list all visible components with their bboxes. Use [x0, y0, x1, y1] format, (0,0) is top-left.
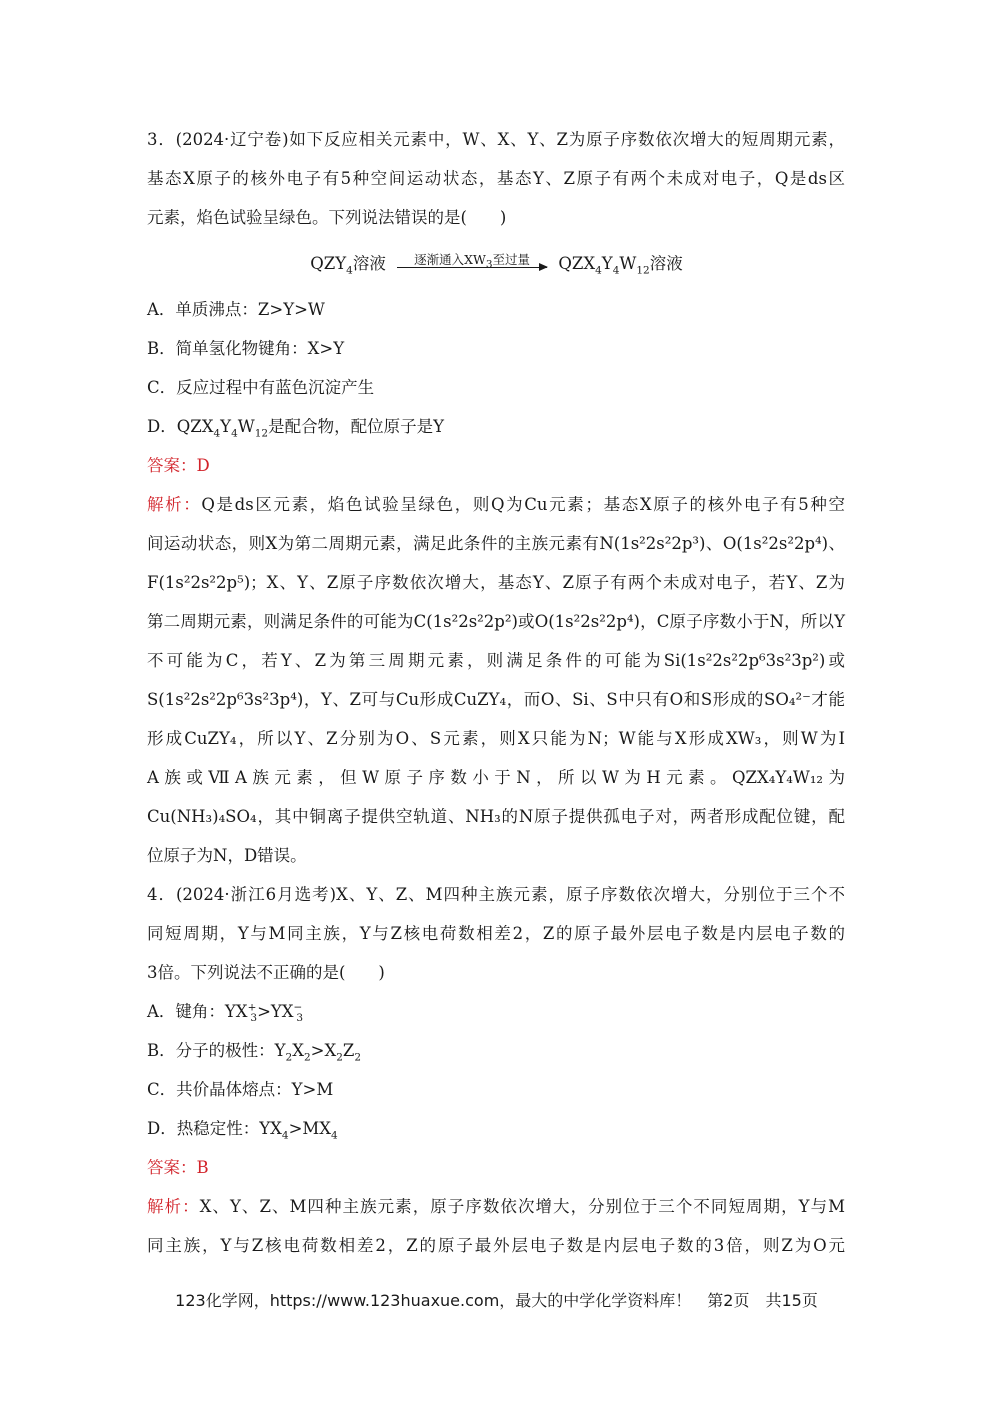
q3-analysis-line-1: 解析：Q是ds区元素，焰色试验呈绿色，则Q为Cu元素；基态X原子的核外电子有5种空 [147, 495, 845, 514]
q4-analysis-line-1: 解析：X、Y、Z、M四种主族元素，原子序数依次增大，分别位于三个不同短周期，Y与M [147, 1197, 846, 1216]
q3-analysis-line-4: 第二周期元素，则满足条件的可能为C(1s²2s²2p²)或O(1s²2s²2p⁴)，C原子序数小于N，所以Y [147, 612, 845, 631]
q4-option-a: A．键角：$YX^+_3>YX^-_3$ [147, 1001, 304, 1025]
reaction-arrow-icon [397, 252, 547, 272]
q3-analysis-line-9: Cu(NH₃)₄SO₄，其中铜离子提供空轨道、NH₃的N原子提供孤电子对，两者形成配位键，配 [147, 807, 845, 826]
q4-option-b: B．分子的极性：$Y_2X_2>X_2Z_2$ [147, 1041, 362, 1064]
q3-analysis-line-6: S(1s²2s²2p⁶3s²3p⁴)，Y、Z可与Cu形成CuZY₄，而O、Si、S中只有O和S形成的SO₄²⁻才能 [147, 690, 845, 709]
analysis-label: 解析： [147, 495, 202, 514]
q4-option-c: C．共价晶体熔点：Y>M [147, 1080, 334, 1099]
q4-stem-line-2: 同短周期，Y与M同主族，Y与Z核电荷数相差2，Z的原子最外层电子数是内层电子数的 [147, 924, 845, 943]
eq-reactant: $QZY_4$溶液 [310, 254, 386, 277]
q4-stem-line-1: 4．(2024·浙江6月选考)X、Y、Z、M四种主族元素，原子序数依次增大，分别位于三个不 [147, 885, 845, 904]
q3-answer [147, 454, 210, 478]
q4-stem-line-3: 3倍。下列说法不正确的是( ) [147, 963, 385, 982]
eq-product: $QZX_4Y_4W_{12}$溶液 [558, 254, 683, 277]
q3-stem-line-2: 基态X原子的核外电子有5种空间运动状态，基态Y、Z原子有两个未成对电子，Q是ds区 [147, 169, 845, 188]
q4-answer [147, 1156, 209, 1180]
q3-option-a: A．单质沸点：Z>Y>W [147, 300, 325, 319]
q3-option-b: B．简单氢化物键角：X>Y [147, 339, 345, 358]
q3-reaction-equation [0, 252, 993, 276]
q3-analysis-line-8: A族或ⅦA族元素，但W原子序数小于N，所以W为H元素。QZX₄Y₄W₁₂为 [147, 768, 845, 787]
eq-condition: 逐渐通入$XW_3$至过量 [414, 252, 531, 271]
q3-analysis-line-2: 间运动状态，则X为第二周期元素，满足此条件的主族元素有N(1s²2s²2p³)、O(1s²2s²2p⁴)、 [147, 534, 845, 553]
q3-analysis-line-5: 不可能为C，若Y、Z为第三周期元素，则满足条件的可能为Si(1s²2s²2p⁶3s²3p²)或 [147, 651, 845, 670]
q3-option-d: D．$QZX_4Y_4W_{12}$是配合物，配位原子是Y [147, 417, 444, 440]
q3-stem-line-3: 元素，焰色试验呈绿色。下列说法错误的是( ) [147, 208, 507, 227]
q3-analysis-line-10: 位原子为N，D错误。 [147, 846, 307, 865]
answer-value: D [196, 456, 210, 475]
analysis-label: 解析： [147, 1197, 200, 1216]
q3-analysis-line-7: 形成CuZY₄，所以Y、Z分别为O、S元素，则X只能为N；W能与X形成XW₃，则W为Ⅰ [147, 729, 845, 748]
q3-option-c: C．反应过程中有蓝色沉淀产生 [147, 378, 375, 397]
q4-analysis-line-2: 同主族，Y与Z核电荷数相差2，Z的原子最外层电子数是内层电子数的3倍，则Z为O元 [147, 1236, 845, 1255]
answer-label: 答案： [147, 1158, 197, 1177]
q4-option-d: D．热稳定性：$YX_4>MX_4$ [147, 1119, 338, 1142]
q3-analysis-line-3: F(1s²2s²2p⁵)；X、Y、Z原子序数依次增大，基态Y、Z原子有两个未成对电子，若Y、Z为 [147, 573, 845, 592]
answer-label: 答案： [147, 456, 197, 475]
page-footer: 123化学网，https://www.123huaxue.com，最大的中学化学资料库！ 第2页 共15页 [175, 1291, 818, 1310]
answer-value: B [196, 1158, 209, 1177]
q3-stem-line-1: 3．(2024·辽宁卷)如下反应相关元素中，W、X、Y、Z为原子序数依次增大的短周期元素， [147, 130, 845, 149]
